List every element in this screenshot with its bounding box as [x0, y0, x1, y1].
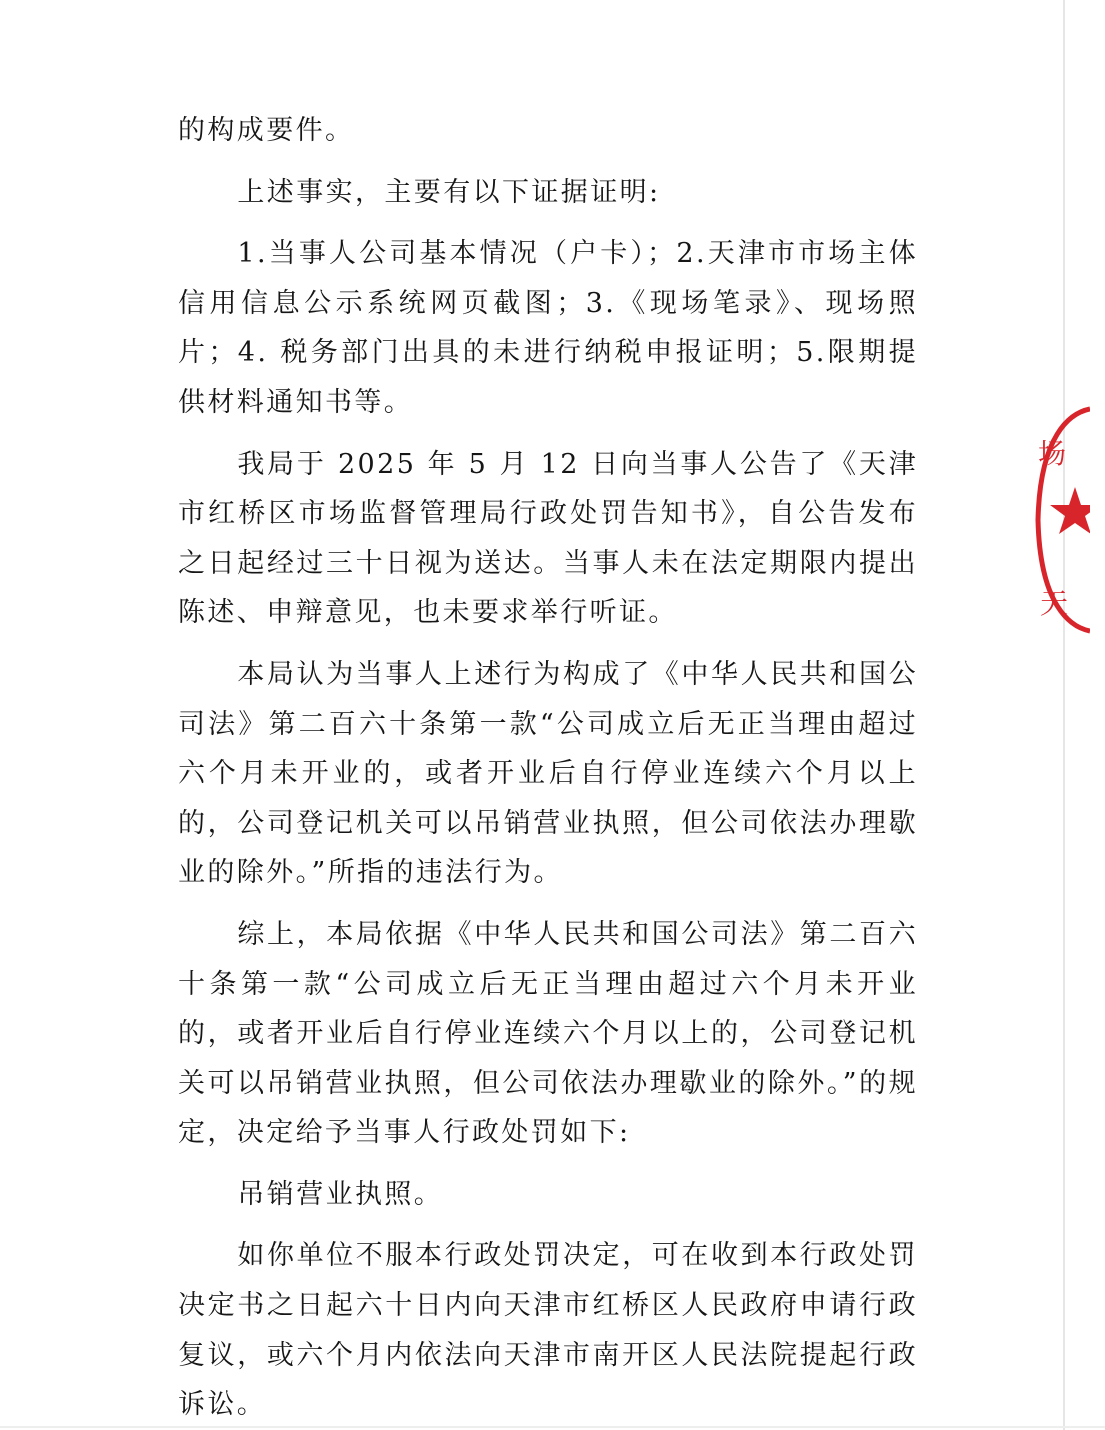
paragraph-legal-basis: 本局认为当事人上述行为构成了《中华人民共和国公司法》第二百六十条第一款“公司成立后无正当理由超过六个月未开业的，或者开业后自行停业连续六个月以上的，公司登记机关可以吊销营业执照，但公司依法办理歇业的除外。”所指的违法行为。	[178, 658, 918, 889]
paragraph-notice: 我局于 2025 年 5 月 12 日向当事人公告了《天津市红桥区市场监督管理局行政处罚告知书》，自公告发布之日起经过三十日视为送达。当事人未在法定期限内提出陈述、申辩意见，也未要求举行听证。	[178, 448, 918, 629]
page-edge	[1063, 0, 1065, 1430]
paragraph-penalty: 吊销营业执照。	[237, 1178, 444, 1210]
seal-star-icon	[1050, 487, 1090, 534]
seal-char-top: 场	[1038, 437, 1067, 470]
paragraph-evidence-intro: 上述事实，主要有以下证据证明:	[237, 176, 661, 208]
paragraph-decision-basis: 综上，本局依据《中华人民共和国公司法》第二百六十条第一款“公司成立后无正当理由超过六个月未开业的，或者开业后自行停业连续六个月以上的，公司登记机关可以吊销营业执照，但公司依法办理歇业的除外。”的规定，决定给予当事人行政处罚如下:	[178, 918, 918, 1149]
seal-graphic	[1030, 405, 1090, 635]
paragraph-evidence-list: 1.当事人公司基本情况（户卡）；2.天津市市场主体信用信息公示系统网页截图；3.《现场笔录》、现场照片；4. 税务部门出具的未进行纳税申报证明；5.限期提供材料通知书等。	[178, 238, 918, 418]
document-body	[178, 106, 918, 1430]
paragraph-appeal-rights: 如你单位不服本行政处罚决定，可在收到本行政处罚决定书之日起六十日内向天津市红桥区人民政府申请行政复议，或六个月内依法向天津市南开区人民法院提起行政诉讼。	[178, 1240, 918, 1421]
official-seal-partial	[1030, 405, 1090, 635]
seal-char-bottom: 天	[1040, 587, 1069, 620]
paragraph-continuation: 的构成要件。	[178, 115, 355, 146]
